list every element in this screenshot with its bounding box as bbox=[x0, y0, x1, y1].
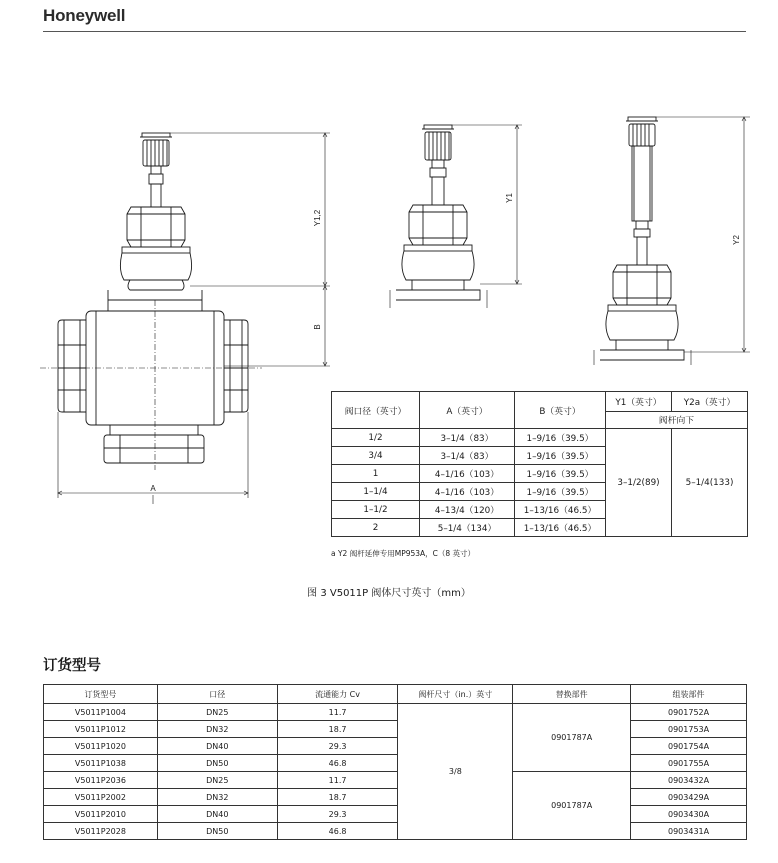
cell-b: 1–13/16（46.5） bbox=[515, 501, 606, 519]
cell-model: V5011P2036 bbox=[44, 772, 158, 789]
cell-a: 4–13/4（120） bbox=[420, 501, 515, 519]
cell-a: 3–1/4（83） bbox=[420, 447, 515, 465]
valve-actuator-short-drawing bbox=[390, 125, 487, 308]
col-header-b: B（英寸） bbox=[515, 392, 606, 429]
valve-extended-stem-drawing bbox=[594, 117, 691, 365]
cell-model: V5011P1012 bbox=[44, 721, 158, 738]
col-header-y2a: Y2a（英寸） bbox=[672, 392, 748, 412]
cell-port: 1–1/4 bbox=[332, 483, 420, 501]
section-title: 订货型号 bbox=[43, 658, 101, 674]
cell-cv: 46.8 bbox=[277, 823, 398, 840]
cell-replace-group1: 0901787A bbox=[513, 704, 631, 772]
cell-size: DN32 bbox=[157, 789, 277, 806]
cell-a: 3–1/4（83） bbox=[420, 429, 515, 447]
cell-b: 1–13/16（46.5） bbox=[515, 519, 606, 537]
cell-b: 1–9/16（39.5） bbox=[515, 447, 606, 465]
cell-cv: 29.3 bbox=[277, 738, 398, 755]
cell-size: DN40 bbox=[157, 738, 277, 755]
cell-size: DN40 bbox=[157, 806, 277, 823]
honeywell-logo: Honeywell bbox=[43, 6, 126, 25]
cell-port: 2 bbox=[332, 519, 420, 537]
col-header-size: 口径 bbox=[157, 685, 277, 704]
table-row bbox=[44, 806, 747, 823]
table-row bbox=[44, 738, 747, 755]
cell-a: 4–1/16（103） bbox=[420, 483, 515, 501]
dim-label-y1: Y1 bbox=[505, 193, 514, 203]
table-row bbox=[44, 704, 747, 721]
cell-size: DN50 bbox=[157, 755, 277, 772]
dim-label-y2: Y2 bbox=[732, 235, 741, 245]
valve-body-full-drawing bbox=[40, 133, 262, 470]
cell-a: 4–1/16（103） bbox=[420, 465, 515, 483]
cell-assembly: 0903430A bbox=[631, 806, 747, 823]
cell-cv: 18.7 bbox=[277, 721, 398, 738]
cell-stem: 3/8 bbox=[398, 704, 513, 840]
dimension-table bbox=[331, 391, 748, 537]
cell-cv: 11.7 bbox=[277, 772, 398, 789]
cell-assembly: 0901755A bbox=[631, 755, 747, 772]
col-header-replace: 替换部件 bbox=[513, 685, 631, 704]
dim-label-a: A bbox=[150, 484, 156, 493]
cell-assembly: 0903429A bbox=[631, 789, 747, 806]
cell-a: 5–1/4（134） bbox=[420, 519, 515, 537]
cell-size: DN32 bbox=[157, 721, 277, 738]
cell-size: DN25 bbox=[157, 704, 277, 721]
cell-assembly: 0903432A bbox=[631, 772, 747, 789]
dimension-footnote: a Y2 阀杆延伸专用MP953A，C（8 英寸） bbox=[331, 549, 476, 558]
cell-assembly: 0903431A bbox=[631, 823, 747, 840]
cell-model: V5011P1038 bbox=[44, 755, 158, 772]
cell-port: 1–1/2 bbox=[332, 501, 420, 519]
cell-model: V5011P2002 bbox=[44, 789, 158, 806]
figure-caption: 图 3 V5011P 阀体尺寸英寸（mm） bbox=[307, 588, 471, 599]
cell-model: V5011P1020 bbox=[44, 738, 158, 755]
cell-b: 1–9/16（39.5） bbox=[515, 429, 606, 447]
table-row bbox=[44, 789, 747, 806]
cell-y2a: 5–1/4(133) bbox=[672, 429, 748, 537]
cell-size: DN50 bbox=[157, 823, 277, 840]
cell-size: DN25 bbox=[157, 772, 277, 789]
cell-cv: 11.7 bbox=[277, 704, 398, 721]
cell-cv: 29.3 bbox=[277, 806, 398, 823]
cell-model: V5011P2028 bbox=[44, 823, 158, 840]
col-header-model: 订货型号 bbox=[44, 685, 158, 704]
table-row bbox=[332, 429, 748, 447]
cell-port: 3/4 bbox=[332, 447, 420, 465]
col-header-stem: 阀杆尺寸（in.）英寸 bbox=[398, 685, 513, 704]
cell-cv: 18.7 bbox=[277, 789, 398, 806]
dim-label-b: B bbox=[313, 324, 322, 330]
order-table bbox=[43, 684, 747, 840]
col-header-assembly: 组装部件 bbox=[631, 685, 747, 704]
cell-y1: 3–1/2(89) bbox=[606, 429, 672, 537]
table-row bbox=[44, 755, 747, 772]
cell-model: V5011P1004 bbox=[44, 704, 158, 721]
cell-model: V5011P2010 bbox=[44, 806, 158, 823]
cell-cv: 46.8 bbox=[277, 755, 398, 772]
cell-b: 1–9/16（39.5） bbox=[515, 465, 606, 483]
col-header-y1: Y1（英寸） bbox=[606, 392, 672, 412]
col-header-port: 阀口径（英寸） bbox=[332, 392, 420, 429]
col-header-stem-down: 阀杆向下 bbox=[606, 411, 748, 428]
cell-replace-group2: 0901787A bbox=[513, 772, 631, 840]
col-header-cv: 流通能力 Cv bbox=[277, 685, 398, 704]
cell-assembly: 0901752A bbox=[631, 704, 747, 721]
dimension-lines-valve2 bbox=[452, 125, 522, 284]
col-header-a: A（英寸） bbox=[420, 392, 515, 429]
dimension-lines-valve3 bbox=[656, 117, 750, 352]
cell-b: 1–9/16（39.5） bbox=[515, 483, 606, 501]
table-row bbox=[44, 823, 747, 840]
cell-port: 1/2 bbox=[332, 429, 420, 447]
cell-assembly: 0901753A bbox=[631, 721, 747, 738]
table-row bbox=[44, 721, 747, 738]
dim-label-y12: Y1,2 bbox=[313, 209, 322, 227]
cell-assembly: 0901754A bbox=[631, 738, 747, 755]
cell-port: 1 bbox=[332, 465, 420, 483]
table-row bbox=[44, 772, 747, 789]
